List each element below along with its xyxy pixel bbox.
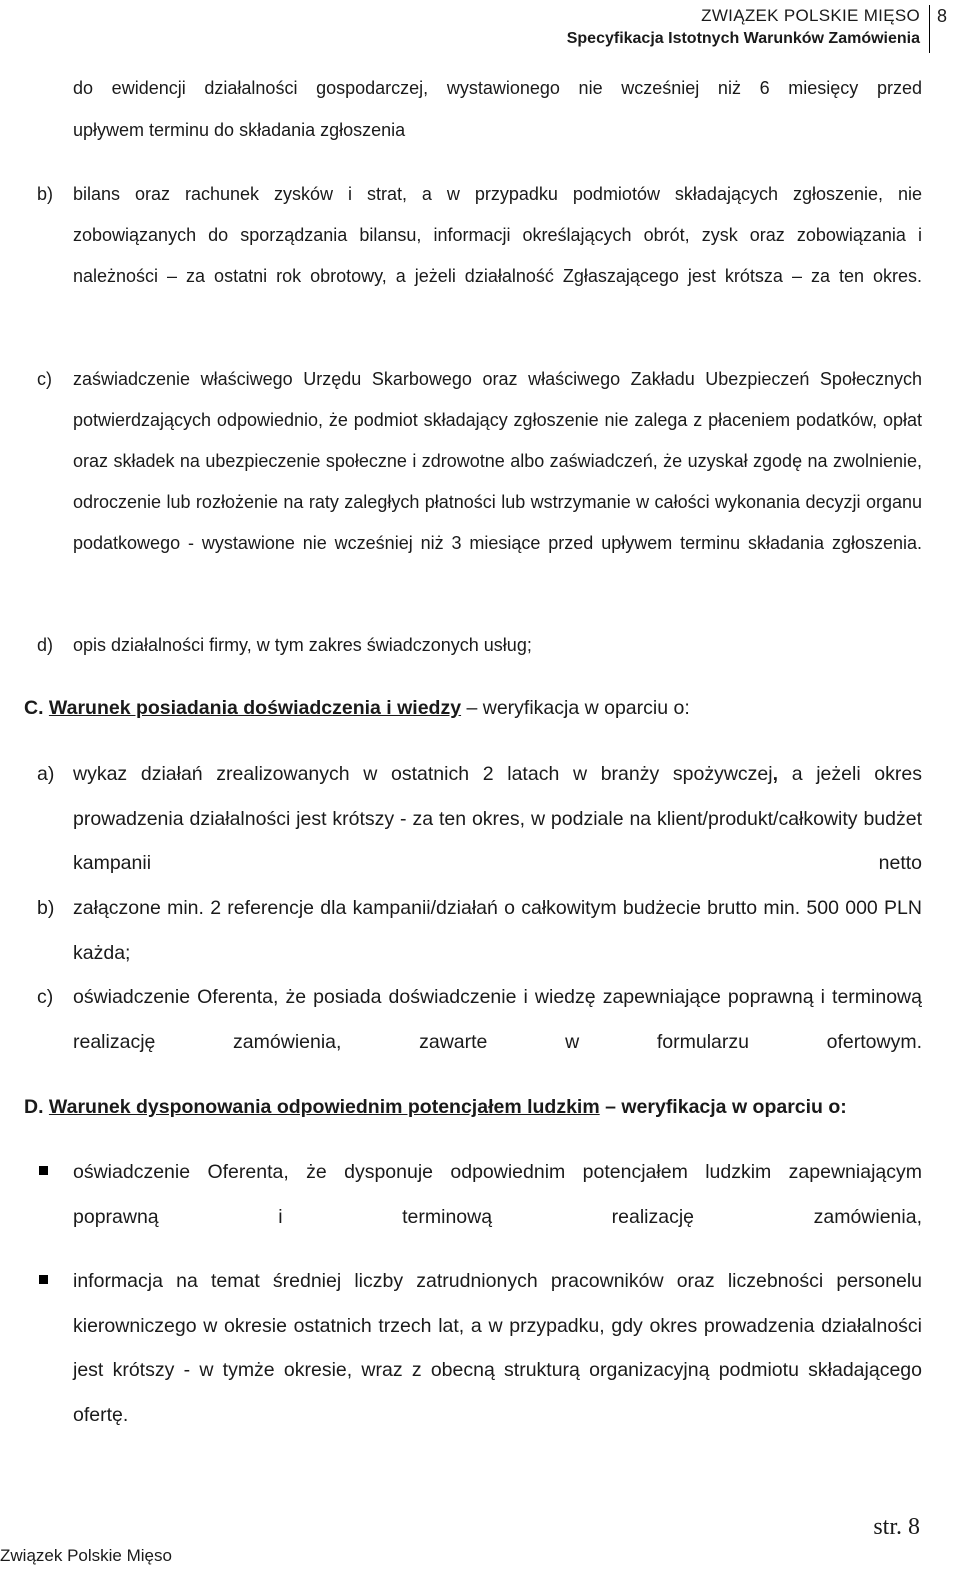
c-list-item-b	[37, 886, 922, 975]
list-label: d)	[37, 635, 54, 655]
footer-page-label: str. 8	[873, 1514, 920, 1540]
page-header	[420, 4, 920, 50]
header-doc-title: Specyfikacja Istotnych Warunków Zamówienia	[566, 30, 920, 47]
c-list-item-c	[37, 975, 922, 1064]
footer-org: Związek Polskie Mięso	[0, 1546, 172, 1565]
paragraph-continued-line1: do ewidencji działalności gospodarczej, wystawionego nie wcześniej niż 6 miesięcy przed	[73, 78, 922, 98]
list-label: a)	[37, 763, 55, 785]
list-item-d-description	[37, 625, 922, 666]
square-bullet-icon	[39, 1166, 48, 1175]
d-bullet-item-2	[37, 1259, 922, 1437]
list-text: informacja na temat średniej liczby zatrudnionych pracowników oraz liczebności personelu kierowniczego w okresie ostatnich trzech lat, a w przypadku, gdy okres prowadzenia działalności jest krótszy - w tymże okresie, wraz z obecną strukturą organizacyjną podmiotu składającego ofertę.	[73, 1270, 922, 1426]
paragraph-continued-line2: upływem terminu do składania zgłoszenia	[73, 120, 406, 140]
heading-prefix: D.	[24, 1096, 49, 1118]
heading-suffix: – weryfikacja w oparciu o:	[461, 697, 690, 719]
heading-title: Warunek dysponowania odpowiednim potencjałem ludzkim	[48, 1096, 600, 1118]
list-text: a jeżeli okres prowadzenia działalności jest krótszy - za ten okres, w podziale na klient/produkt/całkowity budżet kampanii netto	[73, 763, 922, 874]
heading-prefix: C.	[24, 697, 49, 719]
list-text: załączone min. 2 referencje dla kampanii/działań o całkowitym budżecie brutto min. 500 000 PLN każda;	[73, 897, 922, 964]
list-label: b)	[37, 897, 55, 919]
heading-title: Warunek posiadania doświadczenia i wiedzy	[48, 697, 462, 719]
square-bullet-icon	[39, 1275, 48, 1284]
list-text: oświadczenie Oferenta, że dysponuje odpowiednim potencjałem ludzkim zapewniającym poprawną i terminową realizację zamówienia,	[73, 1161, 922, 1228]
list-text-comma: ,	[772, 763, 779, 785]
list-text: bilans oraz rachunek zysków i strat, a w przypadku podmiotów składających zgłoszenie, nie zobowiązanych do sporządzania bilansu, informacji określających obrót, zysk oraz zobowiązania i należności – za ostatni rok obrotowy, a jeżeli działalność Zgłaszającego jest krótsza – za ten okres.	[73, 184, 922, 286]
heading-suffix: – weryfikacja w oparciu o:	[599, 1096, 847, 1118]
list-label: c)	[37, 369, 52, 389]
section-heading-d	[24, 1092, 847, 1122]
d-bullet-item-1	[37, 1150, 922, 1239]
c-list-item-a	[37, 752, 922, 886]
list-text: zaświadczenie właściwego Urzędu Skarbowego oraz właściwego Zakładu Ubezpieczeń Społecznych potwierdzających odpowiednio, że podmiot składający zgłoszenie nie zalega z płaceniem podatków, opłat oraz składek na ubezpieczenie społeczne i zdrowotne albo zaświadczeń, że uzyskał zgodę na zwolnienie, odroczenie lub rozłożenie na raty zaległych płatności lub wstrzymanie w całości wykonania decyzji organu podatkowego - wystawione nie wcześniej niż 3 miesiące przed upływem terminu składania zgłoszenia.	[73, 369, 922, 553]
list-text: wykaz działań zrealizowanych w ostatnich 2 latach w branży spożywczej	[73, 763, 773, 785]
section-heading-c	[24, 693, 690, 723]
list-text: oświadczenie Oferenta, że posiada doświadczenie i wiedzę zapewniające poprawną i terminową realizację zamówienia, zawarte w formularzu ofertowym.	[73, 986, 922, 1053]
header-org: ZWIĄZEK POLSKIE MIĘSO	[701, 6, 920, 25]
header-page-number: 8	[929, 5, 960, 53]
list-item-c-certificate	[37, 359, 922, 564]
list-text: opis działalności firmy, w tym zakres świadczonych usług;	[73, 635, 532, 655]
list-label: c)	[37, 986, 54, 1008]
list-item-b-financial	[37, 174, 922, 297]
list-label: b)	[37, 184, 54, 204]
